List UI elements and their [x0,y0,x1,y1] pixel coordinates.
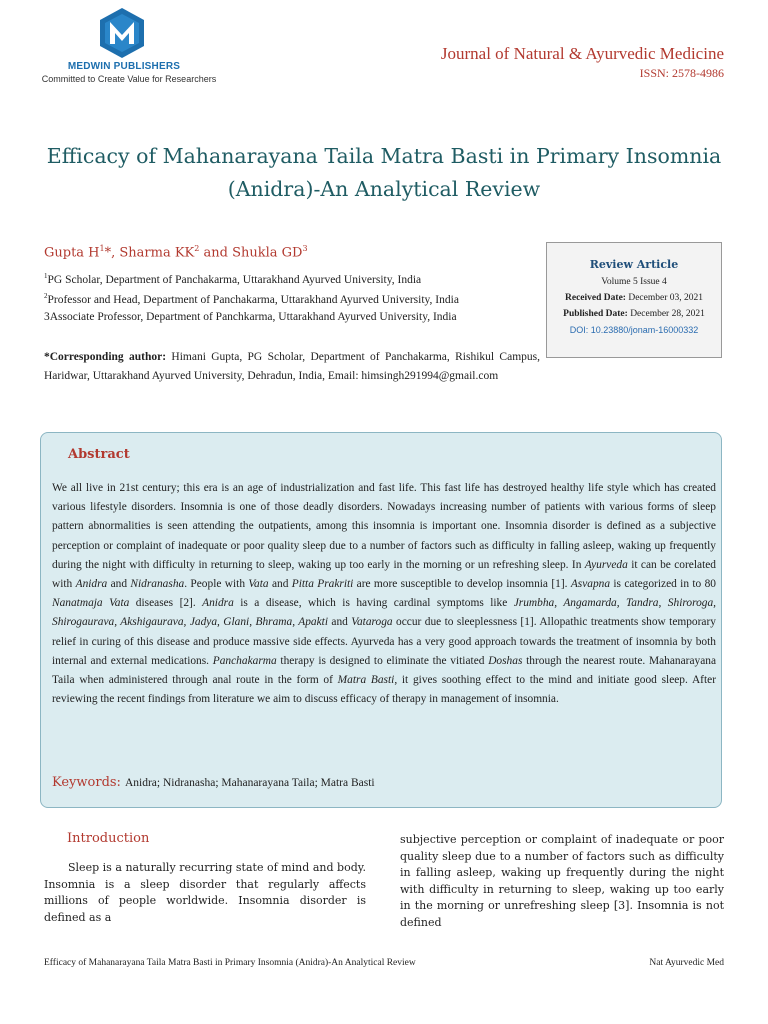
body-text-left-column: Sleep is a naturally recurring state of mind and body. Insomnia is a sleep disorder that regularly affects millions of people worldwide. Insomnia disorder is defined as a [44,861,366,924]
abstract-run: diseases [2]. [129,597,203,610]
author-sup: 3 [302,244,308,253]
abstract-italic: Anidra [75,578,108,591]
article-title [40,140,728,206]
abstract-run: through the nearest route. Mahanarayana Taila when administered through anal route in the form of [52,654,716,687]
journal-name: Journal of Natural & Ayurvedic Medicine [440,44,724,63]
abstract-run: , it gives soothing effect to the mind and initiate good sleep. After reviewing the recent findings from literature we aim to discuss efficacy of therapy in management of insomnia. [52,674,716,706]
affiliation [44,292,524,306]
abstract-italic: Matra Basti [337,674,395,687]
introduction-heading: Introduction [67,831,150,846]
abstract-run: it can be corelated with [52,558,716,591]
issn: ISSN: 2578-4986 [639,66,724,80]
affiliation-text: 3Associate Professor, Department of Panchkarma, Uttarakhand Ayurved University, India [44,311,457,323]
keywords-list: Anidra; Nidranasha; Mahanarayana Taila; Matra Basti [124,777,375,789]
received-label: Received Date: [565,293,626,303]
abstract-italic: Panchakarma [212,654,277,667]
doi-link[interactable]: DOI: 10.23880/jonam-16000332 [569,325,699,335]
published-value: December 28, 2021 [627,309,705,319]
author-name: Gupta H [44,245,100,261]
abstract-text [52,479,716,709]
abstract-italic: Doshas [488,654,523,667]
publisher-logo [34,8,224,88]
abstract-run: are more susceptible to develop insomnia [1]. [353,578,571,591]
abstract-heading: Abstract [68,447,130,462]
abstract-run: and [327,616,352,629]
author-list [44,244,308,260]
keywords [52,775,375,790]
keywords-label: Keywords: [52,775,121,790]
published-label: Published Date: [563,309,628,319]
affiliation-text: PG Scholar, Department of Panchakarma, Uttarakhand Ayurved University, India [47,273,422,286]
abstract-italic: Vata [248,578,269,591]
body-text-right-column: subjective perception or complaint of inadequate or poor quality sleep due to a number of factors such as difficulty in falling asleep, waking up frequently during the night with difficulty in returning to sleep, waking up too early in the morning or unrefreshing sleep [3]. Insomnia is not defined [400,833,724,929]
affiliation [44,311,524,323]
article-title-line-1: Efficacy of Mahanarayana Taila Matra Basti in Primary Insomnia [46,144,722,168]
received-value: December 03, 2021 [625,293,703,303]
abstract-run: is a disease, which is having cardinal symptoms like [233,597,514,610]
affiliation-sup: 1 [44,272,48,280]
affiliation [44,272,524,286]
abstract-italic: Asvapna [570,578,611,591]
medwin-m-logo-icon [100,8,144,58]
abstract-run: and [268,578,292,591]
corresponding-text: Himani Gupta, PG Scholar, Department of Panchakarma, Rishikul Campus, Haridwar, Uttarakhand Ayurved University, Dehradun, India, Email: himsingh291994@gmail.com [44,351,541,382]
published-date [547,309,721,319]
footer-journal-abbrev: Nat Ayurvedic Med [649,958,724,968]
author-name: Sharma KK [119,245,195,261]
volume-issue: Volume 5 Issue 4 [601,277,667,287]
abstract-run: . People with [184,578,249,591]
abstract-italic: Nanatmaja Vata [52,597,130,610]
affiliation-sup: 2 [44,292,48,300]
author-sup: 1 [99,244,105,253]
abstract-italic: Vataroga [351,616,393,629]
footer-running-title: Efficacy of Mahanarayana Taila Matra Basti in Primary Insomnia (Anidra)-An Analytical Review [44,958,416,968]
abstract-box [40,432,722,808]
corresponding-label: *Corresponding author: [44,351,167,363]
abstract-italic: Anidra [202,597,234,610]
abstract-italic: Ayurveda [584,558,628,571]
publisher-name: MEDWIN PUBLISHERS [67,61,181,72]
abstract-run: We all live in 21st century; this era is an age of industrialization and fast life. This fast life has destroyed healthy life style which has created various lifestyle disorders. Insomnia is one of those deadly disorders. Nowadays increasing number of patients with various forms of sleep pattern abnormalities is seen attending the outpatients, among this insomnia is important one. Insomnia disorder is defined as a subjective perception or complaint of inadequate or poor quality sleep due to a number of factors such as difficulty in falling asleep, waking up frequently during the night with difficulty in returning to sleep, waking up too early in the morning or un refreshing sleep. In [52,482,716,571]
abstract-italic: Jrumbha, Angamarda, Tandra, Shiroroga, Shirogaurava, Akshigaurava, Jadya, Glani, Bhrama, Apakti [52,597,717,629]
author-sup: 2 [194,244,200,253]
author-separator: and [199,245,233,261]
article-title-line-2: (Anidra)-An Analytical Review [227,177,541,201]
article-type: Review Article [589,258,679,271]
corresponding-mark: * [104,245,112,261]
author-separator: , [111,245,120,261]
abstract-run: and [107,578,131,591]
abstract-italic: Nidranasha [130,578,185,591]
abstract-run: therapy is designed to eliminate the vitiated [276,654,489,667]
abstract-run: occur due to sleeplessness [1]. Allopathic treatments show temporary relief in curing of this disease and produce massive side effects. Ayurveda has a very good approach towards the treatment of insomnia by both internal and external medications. [52,616,716,667]
corresponding-author [44,348,540,386]
abstract-run: is categorized in to 80 [610,578,716,591]
abstract-italic: Pitta Prakriti [291,578,354,591]
article-info-box [546,242,722,358]
received-date [547,293,721,303]
author-name: Shukla GD [232,245,303,261]
affiliation-text: Professor and Head, Department of Panchakarma, Uttarakhand Ayurved University, India [47,293,459,306]
publisher-tagline: Committed to Create Value for Researchers [41,74,217,84]
